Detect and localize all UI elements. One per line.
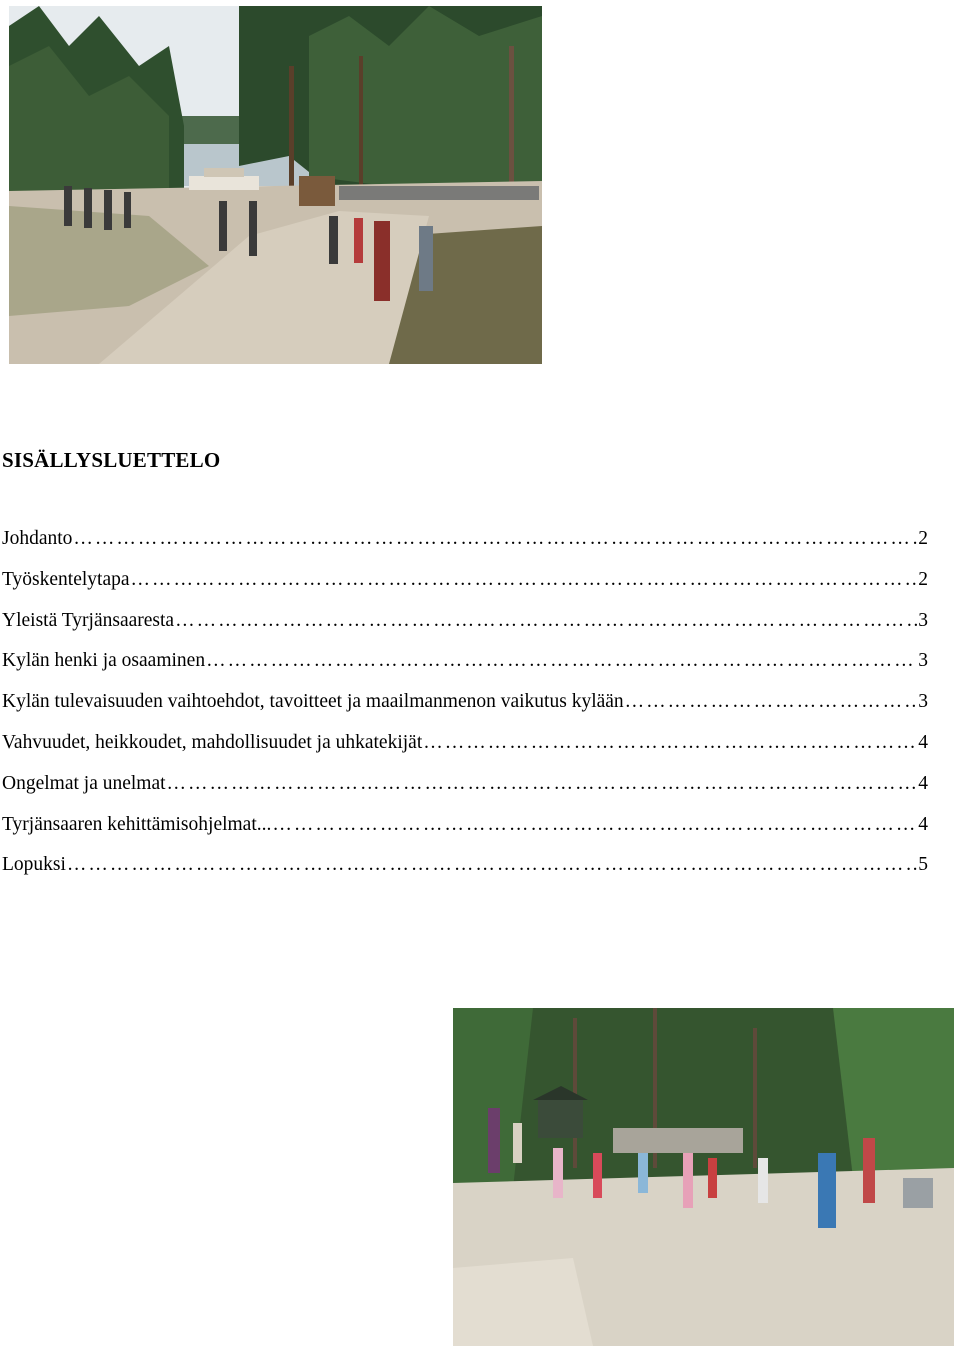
toc-entry-page: 3 (918, 609, 928, 631)
photo-village-gathering (9, 6, 542, 364)
dot-leader (167, 773, 918, 795)
toc-entry-page: 3 (918, 650, 928, 672)
toc-entry-page: 2 (918, 568, 928, 590)
toc-entry-page: 4 (918, 772, 928, 794)
dot-leader (625, 691, 918, 713)
toc-entry (2, 528, 928, 569)
toc-entry (2, 773, 928, 814)
toc-entry (2, 569, 928, 610)
dot-leader (272, 814, 917, 836)
table-of-contents (2, 528, 928, 895)
toc-entry-page: 4 (918, 731, 928, 753)
toc-entry-label: Vahvuudet, heikkoudet, mahdollisuudet ja uhkatekijät (2, 731, 423, 753)
toc-entry-label: Kylän henki ja osaaminen (2, 650, 206, 672)
dot-leader (73, 528, 917, 550)
toc-entry (2, 650, 928, 691)
toc-entry (2, 691, 928, 732)
toc-entry (2, 854, 928, 895)
dot-leader (175, 610, 917, 632)
toc-entry-page: 5 (918, 854, 928, 876)
toc-entry-page: 4 (918, 813, 928, 835)
toc-title: SISÄLLYSLUETTELO (2, 448, 221, 472)
toc-entry-page: 2 (918, 528, 928, 549)
toc-entry (2, 732, 928, 773)
toc-entry-label: Tyrjänsaaren kehittämisohjelmat... (2, 813, 272, 835)
toc-entry-label: Lopuksi (2, 854, 66, 876)
dot-leader (131, 569, 918, 591)
toc-entry-page: 3 (918, 691, 928, 713)
toc-entry-label: Kylän tulevaisuuden vaihtoehdot, tavoitteet ja maailmanmenon vaikutus kylään (2, 691, 624, 713)
toc-entry-label: Yleistä Tyrjänsaaresta (2, 609, 175, 631)
toc-entry-label: Työskentelytapa (2, 568, 130, 590)
toc-entry (2, 814, 928, 855)
dot-leader (67, 854, 917, 876)
dot-leader (206, 650, 917, 672)
toc-entry-label: Johdanto (2, 528, 73, 549)
photo-children-running (453, 1008, 954, 1346)
toc-entry (2, 610, 928, 651)
dot-leader (423, 732, 917, 754)
toc-entry-label: Ongelmat ja unelmat (2, 772, 166, 794)
